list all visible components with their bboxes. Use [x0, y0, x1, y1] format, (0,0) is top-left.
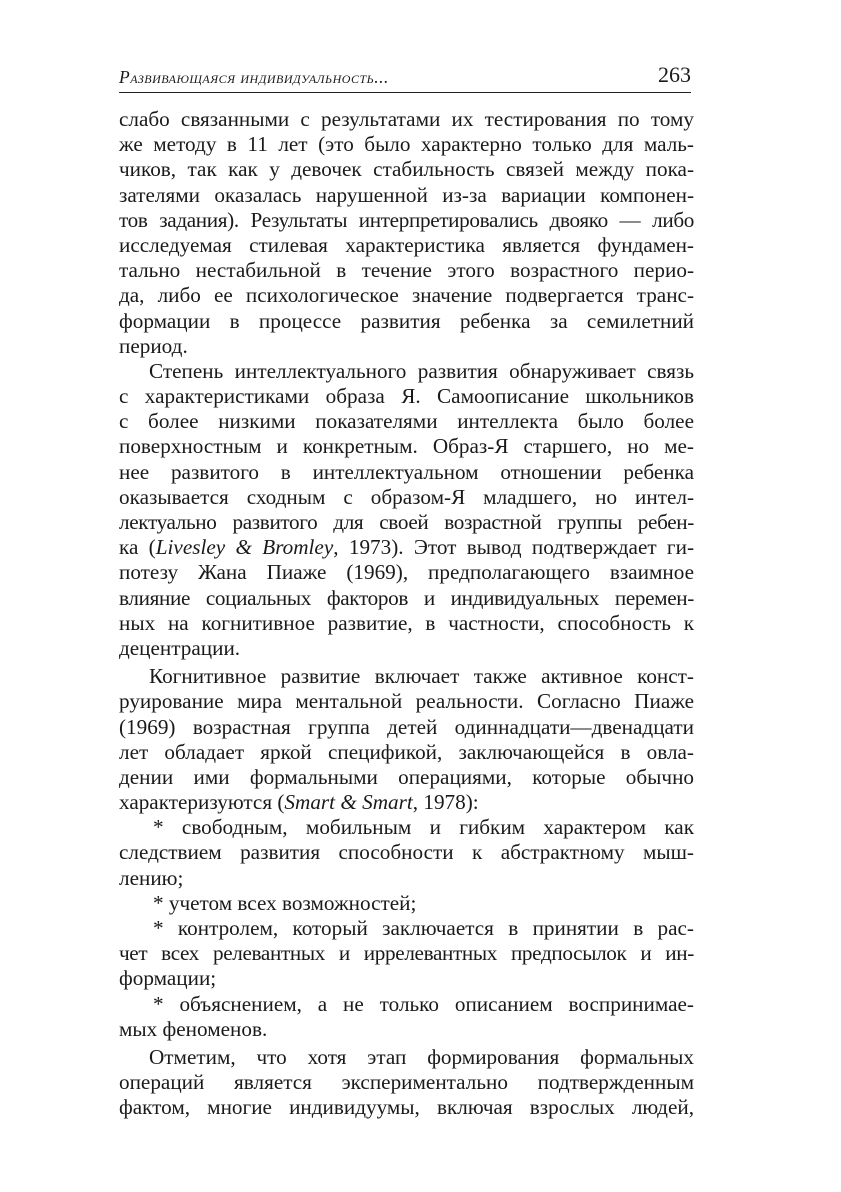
- text-line: * объяснением, а не только описанием воспринимае-: [153, 991, 694, 1016]
- line-prefix: характеризуются (: [119, 790, 285, 815]
- text-line: формации в процессе развития ребенка за семилетний: [119, 308, 694, 333]
- text-line: Отметим, что хотя этап формирования формальных: [149, 1044, 694, 1069]
- line-prefix: ка (: [119, 535, 156, 560]
- text-line: лению;: [119, 865, 184, 890]
- text-line: с характеристиками образа Я. Самоописание школьников: [119, 384, 694, 409]
- text-line: поверхностным и конкретным. Образ-Я старшего, но ме-: [119, 434, 694, 459]
- body-text: [119, 107, 694, 1121]
- text-line: оказывается сходным с образом-Я младшего, но интел-: [119, 484, 694, 509]
- text-line: руирование мира ментальной реальности. Согласно Пиаже: [119, 689, 694, 714]
- bullet-item-2: [119, 891, 694, 916]
- text-line: зателями оказалась нарушенной из-за вариации компонен-: [119, 182, 694, 207]
- text-line: же методу в 11 лет (это было характерно только для маль-: [119, 132, 694, 157]
- text-line: следствием развития способности к абстрактному мыш-: [119, 840, 694, 865]
- page-number: 263: [658, 62, 691, 87]
- text-line: чиков, так как у девочек стабильность связей между пока-: [119, 157, 694, 182]
- paragraph-2: [119, 359, 694, 661]
- citation-authors: Smart & Smart: [284, 790, 413, 815]
- text-line: тально нестабильной в течение этого возрастного перио-: [119, 258, 694, 283]
- text-line: * контролем, который заключается в принятии в рас-: [153, 916, 694, 940]
- text-line: Степень интеллектуального развития обнаруживает связь: [149, 358, 694, 383]
- bullet-item-3: [119, 916, 694, 992]
- text-line: [119, 535, 694, 560]
- text-line: * свободным, мобильным и гибким характером как: [153, 815, 694, 840]
- running-header: [119, 60, 691, 93]
- text-line: фактом, многие индивидуумы, включая взрослых людей,: [119, 1095, 694, 1120]
- text-line: * учетом всех возможностей;: [153, 890, 417, 915]
- citation-authors: Livesley & Bromley: [155, 535, 334, 560]
- text-line: влияние социальных факторов и индивидуальных перемен-: [119, 585, 694, 610]
- text-line: операций является экспериментально подтвержденным: [119, 1070, 694, 1095]
- text-line: [119, 790, 694, 815]
- text-line: исследуемая стилевая характеристика является фундамен-: [119, 232, 694, 257]
- paragraph-1: [119, 107, 694, 359]
- bullet-item-4: [119, 992, 694, 1042]
- line-suffix: , 1973). Этот вывод подтверждает ги-: [333, 535, 694, 560]
- text-line: тов задания). Результаты интерпретировались двояко — либо: [119, 207, 694, 232]
- text-line: да, либо ее психологическое значение подвергается транс-: [119, 283, 694, 308]
- text-line: период.: [119, 333, 188, 358]
- text-line: (1969) возрастная группа детей одиннадцати—двенадцати: [119, 714, 694, 739]
- text-line: потезу Жана Пиаже (1969), предполагающего взаимное: [119, 560, 694, 585]
- paragraph-4: [119, 1045, 694, 1121]
- text-line: мых феноменов.: [119, 1016, 268, 1041]
- text-line: дении ими формальными операциями, которые обычно: [119, 764, 694, 789]
- bullet-item-1: [119, 815, 694, 891]
- text-line: лектуально развитого для своей возрастной группы ребен-: [119, 510, 694, 534]
- text-line: децентрации.: [119, 635, 241, 660]
- text-line: лет обладает яркой спецификой, заключающейся в овла-: [119, 739, 694, 764]
- text-line: нее развитого в интеллектуальном отношении ребенка: [119, 459, 694, 484]
- text-line: ных на когнитивное развитие, в частности, способность к: [119, 610, 694, 635]
- line-suffix: , 1978):: [412, 790, 479, 815]
- text-line: формации;: [119, 966, 217, 991]
- text-line: слабо связанными с результатами их тестирования по тому: [119, 107, 694, 131]
- text-line: с более низкими показателями интеллекта было более: [119, 409, 694, 434]
- running-title: Развивающаяся индивидуальность...: [119, 67, 389, 87]
- text-line: чет всех релевантных и иррелевантных предпосылок и ин-: [119, 941, 694, 966]
- paragraph-3: [119, 664, 694, 815]
- text-line: Когнитивное развитие включает также активное конст-: [149, 664, 694, 689]
